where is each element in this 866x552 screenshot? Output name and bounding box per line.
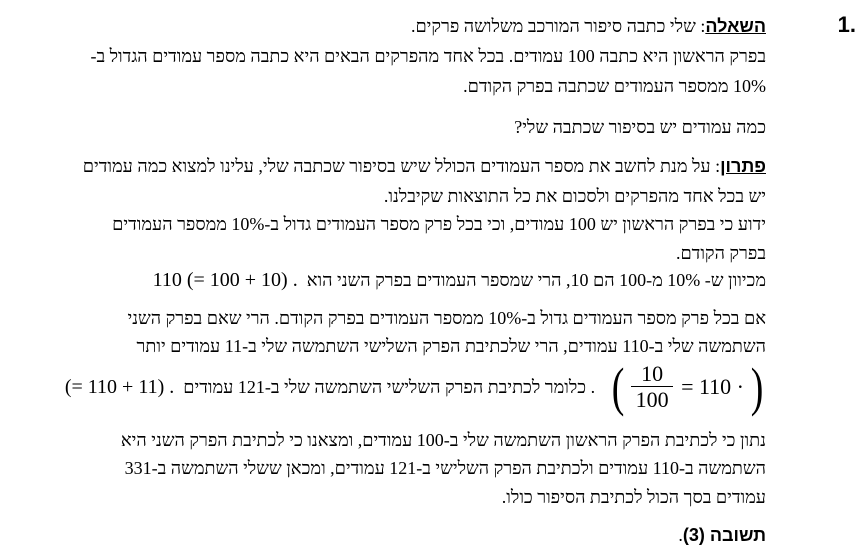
solution-line-1: [83, 154, 766, 178]
fraction-numerator: 10: [641, 360, 664, 386]
solution-line-11: עמודים בסך הכול לכתיבת הסיפור כולו.: [501, 487, 766, 507]
solution-line-5: [153, 268, 766, 292]
solution-line-10: השתמשה ב-110 עמודים ולכתיבת הפרק השלישי ב-121 עמודים, ומכאן ששלי השתמשה ב-331: [124, 458, 766, 478]
solution-line-7: השתמשה שלי ב-110 עמודים, הרי שלכתיבת הפרק השלישי השתמשה שלי ב-11 עמודים יותר: [136, 336, 766, 356]
question-label: השאלה: [705, 16, 766, 36]
solution-label: פתרון: [720, 156, 766, 176]
answer-suffix: .: [678, 525, 683, 545]
solution-line-3: ידוע כי בפרק הראשון יש 100 עמודים, וכי בכל פרק מספר העמודים גדול ב-10% ממספר העמודים: [112, 214, 766, 234]
solution-line-2: יש בכל אחד מהפרקים ולסכום את כל התוצאות שקיבלנו.: [383, 186, 766, 206]
question-intro: : שלי כתבה סיפור המורכב משלושה פרקים.: [410, 16, 706, 36]
question-line-2: בפרק הראשון היא כתבה 100 עמודים. בכל אחד מהפרקים הבאים היא כתבה מספר עמודים הגדול ב-: [90, 46, 766, 66]
question-number: 1.: [837, 12, 856, 37]
answer-line: [678, 523, 766, 547]
solution-line-6: אם בכל פרק מספר העמודים גדול ב-10% ממספר העמודים בפרק הקודם. הרי שאם בפרק השני: [127, 308, 766, 328]
solution-intro: : על מנת לחשב את מספר העמודים הכולל שיש בסיפור שכתבה שלי, עלינו למצוא כמה עמודים: [82, 156, 721, 176]
fraction-denominator: 100: [635, 386, 669, 412]
question-line-3: 10% ממספר העמודים שכתבה בפרק הקודם.: [463, 76, 766, 96]
solution-line-9: נתון כי לכתיבת הפרק הראשון השתמשה שלי ב-100 עמודים, ומצאנו כי לכתיבת הפרק השני היא: [120, 430, 766, 450]
solution-line-5-text: מכיוון ש- 10% מ-100 הם 10, הרי שמספר העמודים בפרק השני הוא: [306, 270, 766, 290]
question-line-4: כמה עמודים יש בסיפור שכתבה שלי?: [514, 117, 766, 137]
right-paren: ): [750, 357, 764, 417]
fraction-multiplier: = 110 ·: [681, 374, 745, 399]
solution-line-8-text: . כלומר לכתיבת הפרק השלישי השתמשה שלי ב-121 עמודים: [183, 376, 596, 397]
solution-line-4: בפרק הקודם.: [675, 243, 766, 263]
third-chapter-calc: (= 110 + 11) .: [64, 375, 175, 398]
left-paren: (: [611, 357, 625, 417]
answer-label: תשובה (3): [682, 525, 766, 545]
fraction: [631, 362, 673, 413]
fraction-expression: [609, 357, 766, 417]
question-line-1: [411, 14, 766, 38]
second-chapter-calc: 110 (= 100 + 10) .: [152, 269, 298, 291]
solution-line-8: [65, 357, 766, 417]
